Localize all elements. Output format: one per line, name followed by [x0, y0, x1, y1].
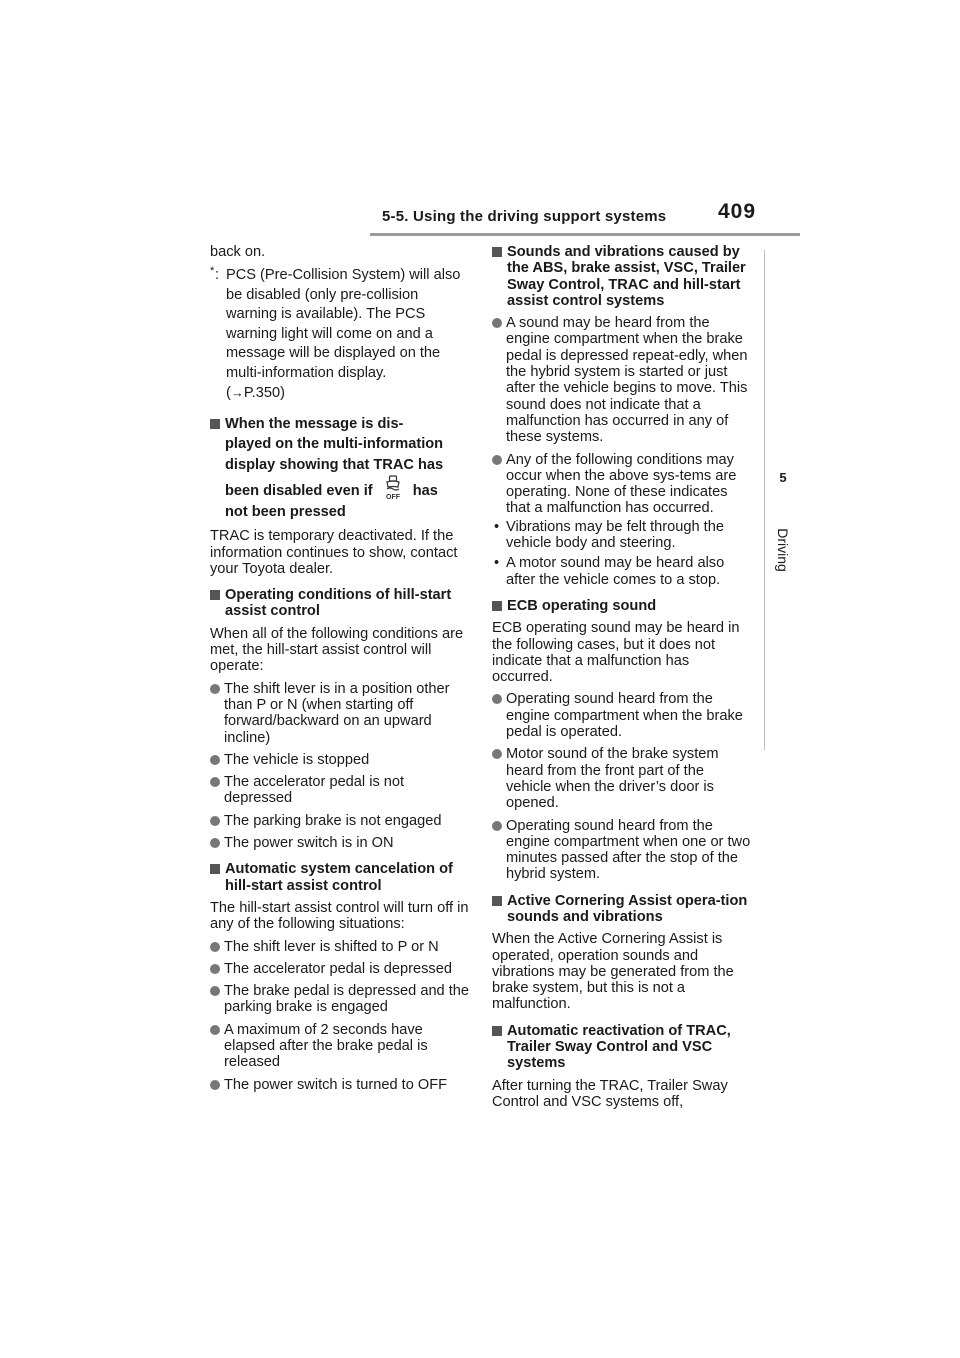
circle-bullet-icon — [210, 942, 220, 952]
heading-operating-conditions: Operating conditions of hill-start assist control — [210, 587, 470, 620]
right-column — [492, 240, 752, 1116]
paragraph-ecb: ECB operating sound may be heard in the following cases, but it does not indicate that a malfunction has occurred. — [492, 620, 740, 686]
list-item: The shift lever is shifted to P or N — [210, 939, 470, 955]
vsc-off-icon — [381, 475, 405, 501]
heading-sounds-vibrations: Sounds and vibrations caused by the ABS, brake assist, VSC, Trailer Sway Control, TRAC and hill-start assist control systems — [492, 244, 752, 309]
circle-bullet-icon — [492, 455, 502, 465]
paragraph-auto-reactivation: After turning the TRAC, Trailer Sway Control and VSC systems off, — [492, 1077, 728, 1110]
circle-bullet-icon — [210, 777, 220, 787]
paragraph-operating-conditions: When all of the following conditions are met, the hill-start assist control will operate: — [210, 625, 464, 675]
paragraph-auto-cancel: The hill-start assist control will turn off in any of the following situations: — [210, 899, 469, 933]
footnote-page-link[interactable]: P.350) — [243, 385, 285, 402]
list-item: A sound may be heard from the engine compartment when the brake pedal is depressed repeat-edly, when the hybrid system is started or just after the vehicle begins to move. This sound does not indicate that a malfunction has occurred in any of these systems. — [492, 315, 752, 445]
side-tab-rule — [764, 250, 765, 750]
circle-bullet-icon — [210, 816, 220, 826]
list-item: The accelerator pedal is depressed — [210, 961, 470, 977]
square-bullet-icon — [210, 590, 220, 600]
list-item: Operating sound heard from the engine compartment when the brake pedal is operated. — [492, 691, 752, 740]
paragraph-back-on: back on. — [210, 244, 266, 260]
svg-text:OFF: OFF — [385, 494, 400, 502]
chapter-number: 5 — [779, 470, 787, 485]
footnote-text: PCS (Pre-Collision System) will also be disabled (only pre-collision warning is available). The PCS warning light will come on and a message will be displayed on the multi-information display. — [226, 267, 461, 381]
list-item: The vehicle is stopped — [210, 752, 470, 768]
section-title: 5-5. Using the driving support systems — [382, 208, 667, 225]
circle-bullet-icon — [492, 749, 502, 759]
footnote-ref-open: ( — [226, 385, 231, 402]
list-item: The parking brake is not engaged — [210, 813, 470, 829]
circle-bullet-icon — [492, 694, 502, 704]
list-item: Motor sound of the brake system heard from the front part of the vehicle when the driver’s door is opened. — [492, 746, 752, 811]
circle-bullet-icon — [210, 838, 220, 848]
square-bullet-icon — [210, 864, 220, 874]
heading-active-cornering: Active Cornering Assist opera-tion sounds and vibrations — [492, 893, 752, 926]
heading-ecb-sound: ECB operating sound — [492, 598, 752, 614]
small-bullet-icon: • — [494, 555, 500, 572]
list-item: The brake pedal is depressed and the parking brake is engaged — [210, 983, 470, 1016]
list-item: The power switch is in ON — [210, 835, 470, 851]
chapter-label-text: Driving — [775, 528, 791, 572]
page-number: 409 — [718, 200, 757, 223]
chapter-label — [770, 510, 796, 590]
small-bullet-icon: • — [494, 518, 500, 535]
heading-message-trac-disabled: When the message is dis- played on the multi-information display showing that TRAC has been disabled even if OFF has not been pressed — [210, 414, 470, 523]
circle-bullet-icon — [492, 318, 502, 328]
square-bullet-icon — [492, 247, 502, 257]
arrow-right-icon: → — [230, 385, 244, 401]
square-bullet-icon — [210, 419, 220, 429]
chapter-side-tab — [764, 250, 802, 750]
list-item: A maximum of 2 seconds have elapsed after the brake pedal is released — [210, 1022, 470, 1071]
list-item: The shift lever is in a position other than P or N (when starting off forward/backward on an upward incline) — [210, 681, 470, 746]
list-item: The accelerator pedal is not depressed — [210, 774, 470, 807]
footnote-pcs: * : PCS (Pre-Collision System) will also be disabled (only pre-collision warning is available). The PCS warning light will come on and a message will be displayed on the multi-information display. (→P.350) — [210, 266, 470, 404]
list-item: Operating sound heard from the engine compartment when one or two minutes passed after the stop of the hybrid system. — [492, 818, 752, 883]
list-item: Any of the following conditions may occur when the above sys-tems are operating. None of these indicates that a malfunction has occurred. — [492, 452, 752, 517]
circle-bullet-icon — [492, 821, 502, 831]
square-bullet-icon — [492, 1026, 502, 1036]
page-header — [0, 0, 960, 240]
circle-bullet-icon — [210, 755, 220, 765]
paragraph-trac-temporary: TRAC is temporary deactivated. If the information continues to show, contact your Toyota dealer. — [210, 528, 458, 577]
square-bullet-icon — [492, 896, 502, 906]
heading-auto-reactivation: Automatic reactivation of TRAC, Trailer Sway Control and VSC systems — [492, 1023, 752, 1072]
heading-auto-cancel: Automatic system cancelation of hill-start assist control — [210, 861, 470, 894]
circle-bullet-icon — [210, 1025, 220, 1035]
paragraph-active-cornering: When the Active Cornering Assist is operated, operation sounds and vibrations may be generated from the brake system, but this is not a malfunction. — [492, 931, 734, 1013]
circle-bullet-icon — [210, 986, 220, 996]
list-item: • A motor sound may be heard also after the vehicle comes to a stop. — [494, 555, 725, 588]
header-rule — [370, 233, 800, 236]
circle-bullet-icon — [210, 684, 220, 694]
square-bullet-icon — [492, 601, 502, 611]
circle-bullet-icon — [210, 964, 220, 974]
circle-bullet-icon — [210, 1080, 220, 1090]
list-item: The power switch is turned to OFF — [210, 1077, 470, 1093]
list-item: • Vibrations may be felt through the vehicle body and steering. — [494, 518, 724, 552]
left-column — [210, 240, 470, 1099]
footnote-star: * — [210, 265, 215, 278]
